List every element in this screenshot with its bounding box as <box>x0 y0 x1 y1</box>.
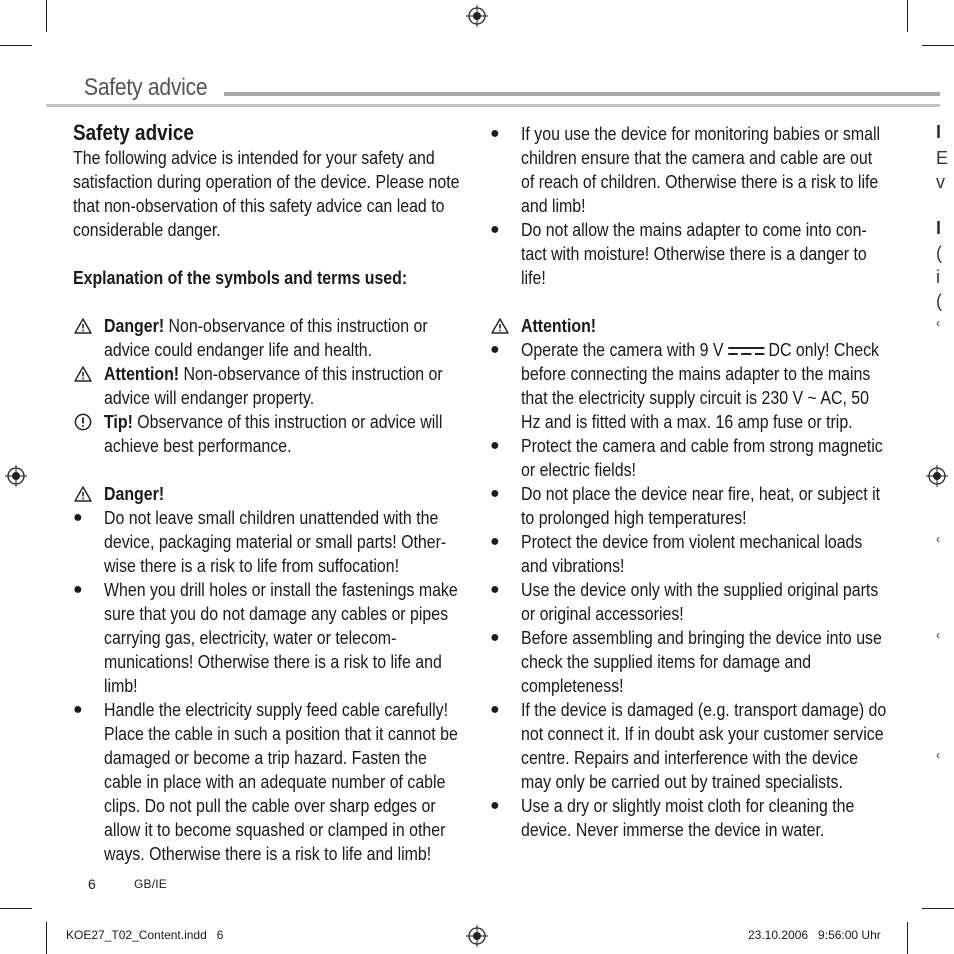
bullet-icon: ● <box>490 797 500 814</box>
list-item: ● Operate the camera with 9 V DC only! Check before connecting the mains adapter to the mains that the electricity supply circuit is 230 V ~ AC, 50 Hz and is fitted with a max. 16 amp fuse or trip. <box>490 339 880 432</box>
bullet-icon: ● <box>490 485 500 502</box>
crop-mark <box>46 922 47 954</box>
list-item: ● Do not allow the mains adapter to come into con-tact with moisture! Otherwise there is a danger to life! <box>490 219 867 288</box>
facing-page-glyph: ‹ <box>936 628 940 642</box>
attention-heading: Attention! <box>521 315 597 336</box>
warning-triangle-icon <box>490 316 510 336</box>
bullet-icon: ● <box>490 437 500 454</box>
bullet-icon: ● <box>490 125 500 142</box>
crop-mark <box>0 45 32 46</box>
crop-mark <box>922 908 954 909</box>
danger-heading-row <box>73 482 468 506</box>
list-item: ● Protect the camera and cable from strong magnetic or electric fields! <box>490 435 883 480</box>
bullet-icon: ● <box>490 221 500 238</box>
language-code: GB/IE <box>134 877 168 891</box>
facing-page-glyph: E <box>936 148 949 168</box>
bullet-icon: ● <box>490 533 500 550</box>
list-item: ● If you use the device for monitoring babies or small children ensure that the camera and cable are out of reach of children. Otherwise there is a risk to life and limb! <box>490 123 881 216</box>
list-item: ● Use the device only with the supplied original parts or original accessories! <box>490 579 879 624</box>
symbol-entry-attention <box>73 362 468 410</box>
registration-mark-icon <box>926 465 948 487</box>
warning-triangle-icon <box>73 316 93 336</box>
symbol-term: Danger! <box>104 315 165 336</box>
running-header-title: Safety advice <box>84 74 208 101</box>
section-heading: Safety advice <box>73 120 194 145</box>
bullet-icon: ● <box>490 341 500 358</box>
symbol-description: Non-observance of this instruction or advice could endanger life and health. <box>104 315 428 360</box>
slug-timestamp: 23.10.2006 9:56:00 Uhr <box>748 928 881 942</box>
crop-mark <box>0 908 32 909</box>
bullet-icon: ● <box>73 701 83 718</box>
attention-heading-row <box>490 314 890 338</box>
page-number: 6 <box>88 876 96 892</box>
left-column <box>73 120 468 866</box>
registration-mark-icon <box>466 925 488 947</box>
symbol-entry-tip <box>73 410 468 458</box>
symbol-description: Observance of this instruction or advice will achieve best performance. <box>104 411 443 456</box>
danger-heading: Danger! <box>104 483 165 504</box>
symbol-term: Attention! <box>104 363 180 384</box>
bullet-icon: ● <box>490 581 500 598</box>
list-item: ● Use a dry or slightly moist cloth for cleaning the device. Never immerse the device in water. <box>490 795 855 840</box>
list-item: ● When you drill holes or install the fastenings make sure that you do not damage any cables or pipes carrying gas, electricity, water or telecom-munications! Otherwise there is a risk to life and limb! <box>73 579 458 696</box>
facing-page-glyph: ‹ <box>936 748 940 762</box>
slug-filename: KOE27_T02_Content.indd 6 <box>66 928 224 942</box>
warning-triangle-icon <box>73 484 93 504</box>
right-column <box>490 122 890 842</box>
facing-page-glyph: ( <box>936 291 942 311</box>
symbol-description: Non-observance of this instruction or advice will endanger property. <box>104 363 443 408</box>
bullet-icon: ● <box>490 629 500 646</box>
header-rule <box>46 104 940 107</box>
facing-page-glyph: I <box>936 122 942 142</box>
crop-mark <box>907 922 908 954</box>
list-item: ● If the device is damaged (e.g. transport damage) do not connect it. If in doubt ask your customer service centre. Repairs and interference with the device may only be carried out by trained specialists. <box>490 699 887 792</box>
bullet-icon: ● <box>73 581 83 598</box>
header-rule <box>224 92 940 96</box>
facing-page-glyph: ( <box>936 243 942 263</box>
facing-page-glyph: I <box>936 218 942 238</box>
facing-page-glyph: v <box>936 172 945 192</box>
crop-mark <box>46 0 47 32</box>
crop-mark <box>907 0 908 32</box>
list-item: ● Do not place the device near fire, heat, or subject it to prolonged high temperatures! <box>490 483 881 528</box>
list-item: ● Handle the electricity supply feed cable carefully! Place the cable in such a position that it cannot be damaged or become a trip hazard. Fasten the cable in place with an adequate number of cable clips. Do not pull the cable over sharp edges or allow it to become squashed or clamped in other ways. Otherwise there is a risk to life and limb! <box>73 699 458 864</box>
symbol-entry-danger <box>73 314 468 362</box>
facing-page-glyph: ‹ <box>936 532 940 546</box>
list-item: ● Before assembling and bringing the device into use check the supplied items for damage and completeness! <box>490 627 882 696</box>
symbol-term: Tip! <box>104 411 133 432</box>
intro-paragraph: The following advice is intended for your safety and satisfaction during operation of the device. Please note that non-observation of this safety advice can lead to considerable danger. <box>73 147 460 240</box>
registration-mark-icon <box>466 5 488 27</box>
list-item: ● Protect the device from violent mechanical loads and vibrations! <box>490 531 863 576</box>
symbols-heading: Explanation of the symbols and terms used: <box>73 267 408 288</box>
list-item: ● Do not leave small children unattended with the device, packaging material or small parts! Other-wise there is a risk to life from suffocation! <box>73 507 447 576</box>
bullet-icon: ● <box>490 701 500 718</box>
facing-page-glyph: i <box>936 267 940 287</box>
registration-mark-icon <box>5 465 27 487</box>
crop-mark <box>922 45 954 46</box>
dc-current-symbol-icon <box>728 345 764 357</box>
facing-page-glyph: ‹ <box>936 316 940 330</box>
exclamation-circle-icon <box>73 412 93 432</box>
warning-triangle-icon <box>73 364 93 384</box>
bullet-icon: ● <box>73 509 83 526</box>
